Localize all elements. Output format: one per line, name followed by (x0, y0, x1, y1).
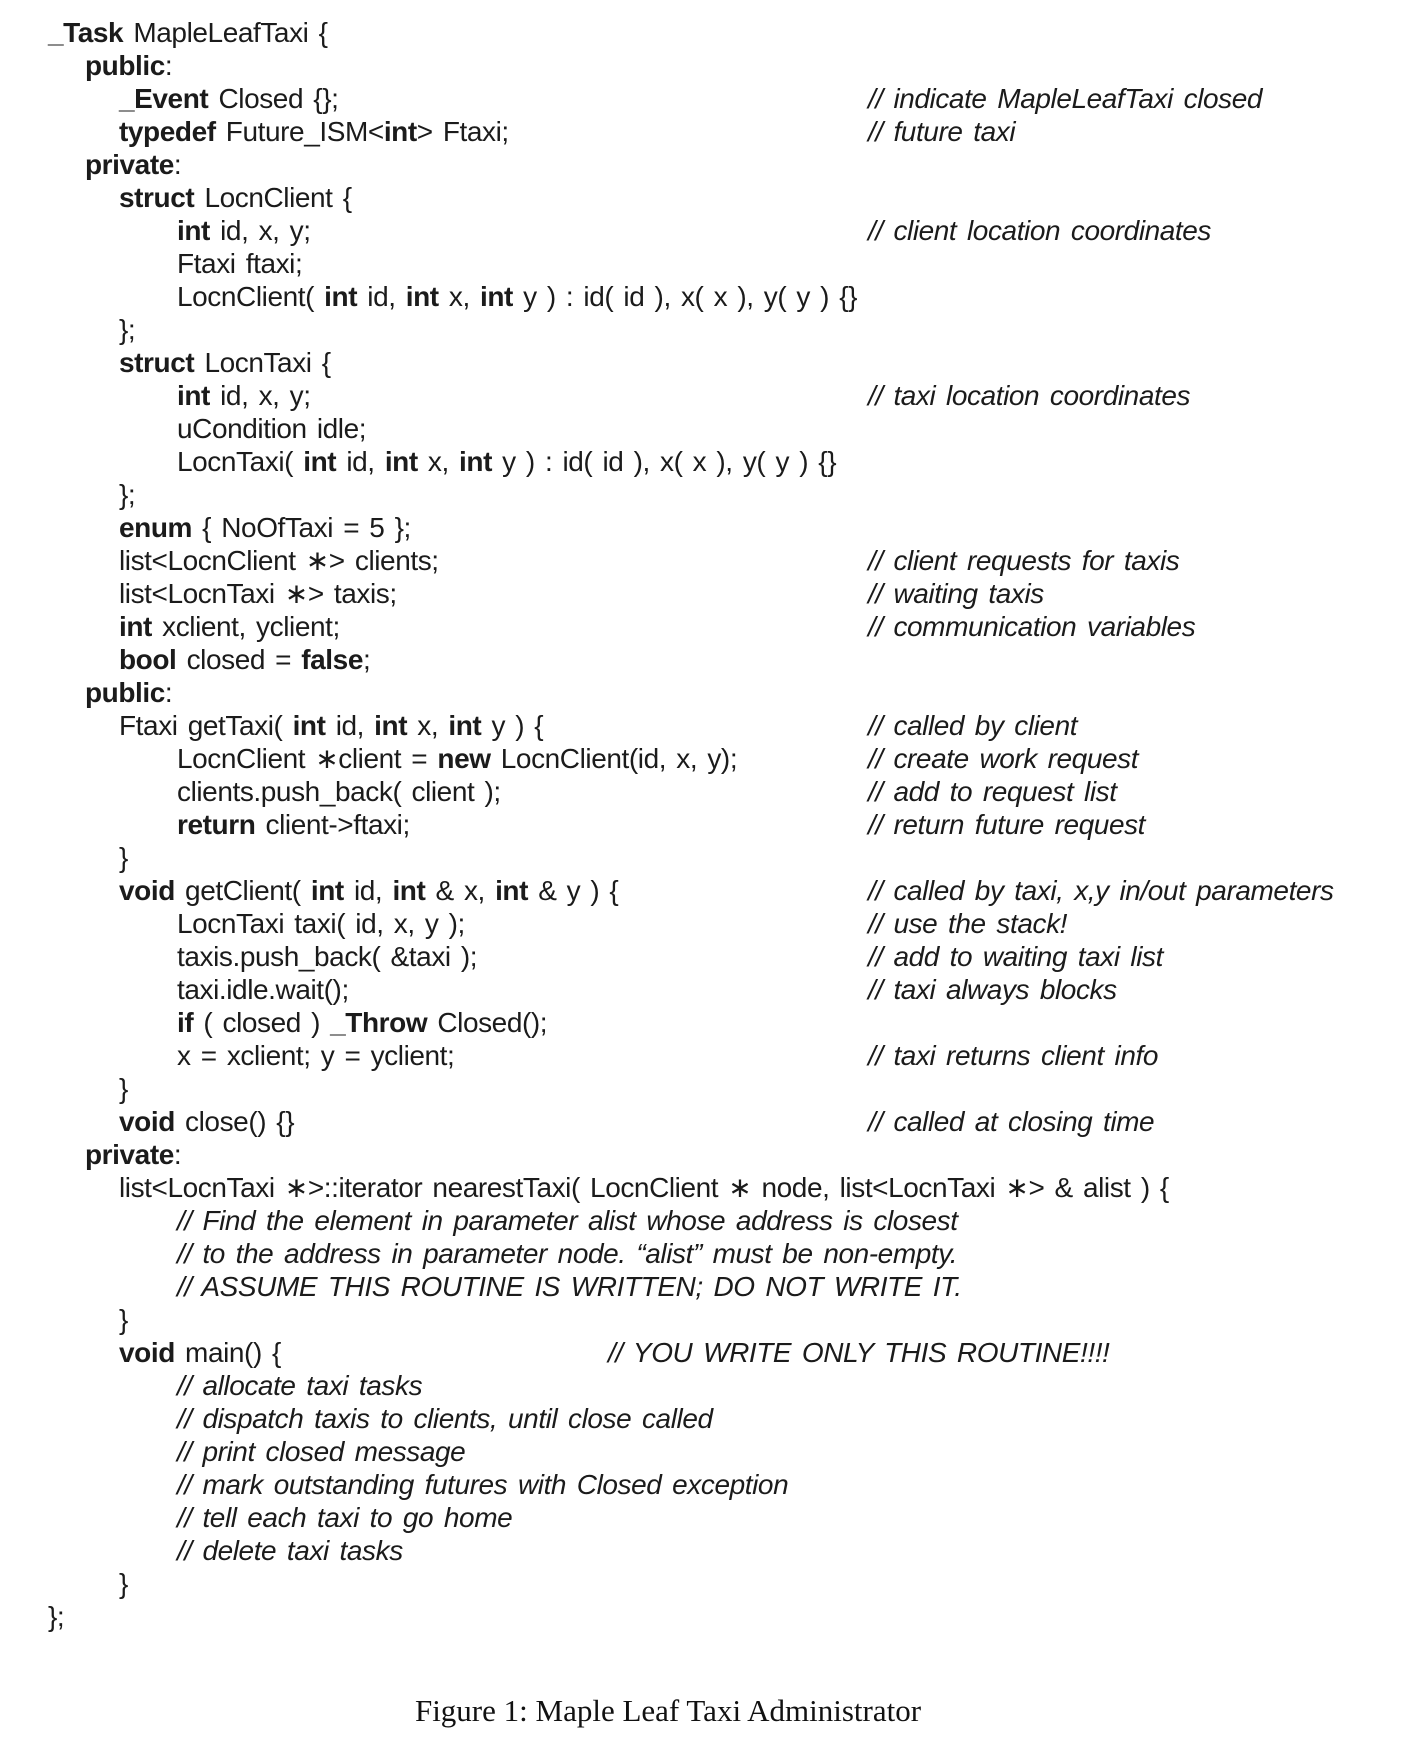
code-text: // print closed message (177, 1436, 466, 1467)
code-line (0, 1336, 1406, 1369)
code-line (0, 1468, 1406, 1501)
code-text: struct LocnTaxi { (119, 347, 331, 378)
code-comment: // waiting taxis (868, 578, 1044, 609)
code-line (0, 115, 1406, 148)
code-line (0, 1435, 1406, 1468)
figure-caption: Figure 1: Maple Leaf Taxi Administrator (414, 1693, 922, 1728)
code-text: // mark outstanding futures with Closed exception (177, 1469, 789, 1500)
code-line (0, 610, 1406, 643)
code-text: void getClient( int id, int & x, int & y ) { (119, 875, 619, 906)
code-comment: // taxi returns client info (868, 1040, 1159, 1071)
code-text: // tell each taxi to go home (177, 1502, 513, 1533)
code-text: uCondition idle; (177, 413, 367, 444)
code-comment: // client requests for taxis (868, 545, 1180, 576)
code-line (0, 445, 1406, 478)
code-text: void close() {} (119, 1106, 295, 1137)
code-text: public: (85, 677, 173, 708)
code-text: // delete taxi tasks (177, 1535, 403, 1566)
code-line (0, 1501, 1406, 1534)
code-line (0, 346, 1406, 379)
code-text: _Task MapleLeafTaxi { (48, 17, 328, 48)
code-line (0, 874, 1406, 907)
code-line (0, 1534, 1406, 1567)
code-line (0, 1567, 1406, 1600)
code-line (0, 808, 1406, 841)
code-line (0, 1369, 1406, 1402)
code-line (0, 1237, 1406, 1270)
code-text: list<LocnTaxi ∗> taxis; (119, 578, 397, 609)
code-text: private: (85, 149, 182, 180)
figure-caption-row (0, 1693, 1336, 1729)
code-text: LocnClient( int id, int x, int y ) : id( id ), x( x ), y( y ) {} (177, 281, 858, 312)
code-line (0, 16, 1406, 49)
code-line (0, 1006, 1406, 1039)
code-line (0, 478, 1406, 511)
code-line (0, 148, 1406, 181)
code-line (0, 49, 1406, 82)
code-text: // ASSUME THIS ROUTINE IS WRITTEN; DO NOT WRITE IT. (177, 1271, 962, 1302)
code-line (0, 742, 1406, 775)
code-comment: // add to request list (868, 776, 1117, 807)
code-comment: // taxi location coordinates (868, 380, 1191, 411)
code-line (0, 379, 1406, 412)
code-line (0, 247, 1406, 280)
code-text: }; (48, 1601, 65, 1632)
code-line (0, 1105, 1406, 1138)
code-line (0, 313, 1406, 346)
code-text: int id, x, y; (177, 380, 311, 411)
code-text: Ftaxi ftaxi; (177, 248, 303, 279)
code-line (0, 940, 1406, 973)
code-comment: // future taxi (868, 116, 1016, 147)
code-line (0, 907, 1406, 940)
code-text: enum { NoOfTaxi = 5 }; (119, 512, 411, 543)
code-line (0, 676, 1406, 709)
code-line (0, 1138, 1406, 1171)
code-comment: // YOU WRITE ONLY THIS ROUTINE!!!! (608, 1337, 1110, 1368)
code-text: LocnTaxi taxi( id, x, y ); (177, 908, 465, 939)
code-comment: // communication variables (868, 611, 1196, 642)
code-text: _Event Closed {}; (119, 83, 339, 114)
code-text: // dispatch taxis to clients, until close called (177, 1403, 713, 1434)
code-text: list<LocnClient ∗> clients; (119, 545, 439, 576)
code-line (0, 1270, 1406, 1303)
code-line (0, 181, 1406, 214)
code-text: } (119, 1568, 128, 1599)
code-comment: // return future request (868, 809, 1146, 840)
code-text: typedef Future_ISM<int> Ftaxi; (119, 116, 509, 147)
code-text: list<LocnTaxi ∗>::iterator nearestTaxi( LocnClient ∗ node, list<LocnTaxi ∗> & alist ) { (119, 1172, 1169, 1203)
code-text: if ( closed ) _Throw Closed(); (177, 1007, 548, 1038)
code-line (0, 1303, 1406, 1336)
code-text: }; (119, 479, 136, 510)
code-text: clients.push_back( client ); (177, 776, 501, 807)
code-comment: // add to waiting taxi list (868, 941, 1163, 972)
code-line (0, 1171, 1406, 1204)
code-text: } (119, 842, 128, 873)
code-text: taxi.idle.wait(); (177, 974, 349, 1005)
code-line (0, 1072, 1406, 1105)
code-text: x = xclient; y = yclient; (177, 1040, 455, 1071)
code-comment: // indicate MapleLeafTaxi closed (868, 83, 1263, 114)
code-line (0, 544, 1406, 577)
code-line (0, 709, 1406, 742)
code-line (0, 412, 1406, 445)
code-line (0, 1039, 1406, 1072)
code-text: LocnClient ∗client = new LocnClient(id, x, y); (177, 743, 738, 774)
code-comment: // create work request (868, 743, 1139, 774)
code-text: // to the address in parameter node. “alist” must be non-empty. (177, 1238, 958, 1269)
code-text: bool closed = false; (119, 644, 371, 675)
code-line (0, 841, 1406, 874)
code-line (0, 82, 1406, 115)
code-text: int xclient, yclient; (119, 611, 340, 642)
code-comment: // called by client (868, 710, 1078, 741)
code-text: }; (119, 314, 136, 345)
code-text: struct LocnClient { (119, 182, 352, 213)
code-comment: // use the stack! (868, 908, 1068, 939)
code-line (0, 214, 1406, 247)
code-line (0, 775, 1406, 808)
code-line (0, 511, 1406, 544)
code-line (0, 1402, 1406, 1435)
code-text: private: (85, 1139, 182, 1170)
code-text: void main() { (119, 1337, 281, 1368)
code-comment: // taxi always blocks (868, 974, 1117, 1005)
code-comment: // called at closing time (868, 1106, 1155, 1137)
code-text: taxis.push_back( &taxi ); (177, 941, 478, 972)
code-text: } (119, 1073, 128, 1104)
code-line (0, 1204, 1406, 1237)
code-line (0, 973, 1406, 1006)
code-text: return client->ftaxi; (177, 809, 410, 840)
code-text: // allocate taxi tasks (177, 1370, 423, 1401)
code-text: Ftaxi getTaxi( int id, int x, int y ) { (119, 710, 544, 741)
code-text: LocnTaxi( int id, int x, int y ) : id( id ), x( x ), y( y ) {} (177, 446, 837, 477)
code-text: int id, x, y; (177, 215, 311, 246)
code-comment: // called by taxi, x,y in/out parameters (868, 875, 1334, 906)
code-line (0, 643, 1406, 676)
code-text: // Find the element in parameter alist whose address is closest (177, 1205, 958, 1236)
code-line (0, 280, 1406, 313)
code-line (0, 1600, 1406, 1633)
code-line (0, 577, 1406, 610)
code-comment: // client location coordinates (868, 215, 1212, 246)
code-text: public: (85, 50, 173, 81)
code-text: } (119, 1304, 128, 1335)
